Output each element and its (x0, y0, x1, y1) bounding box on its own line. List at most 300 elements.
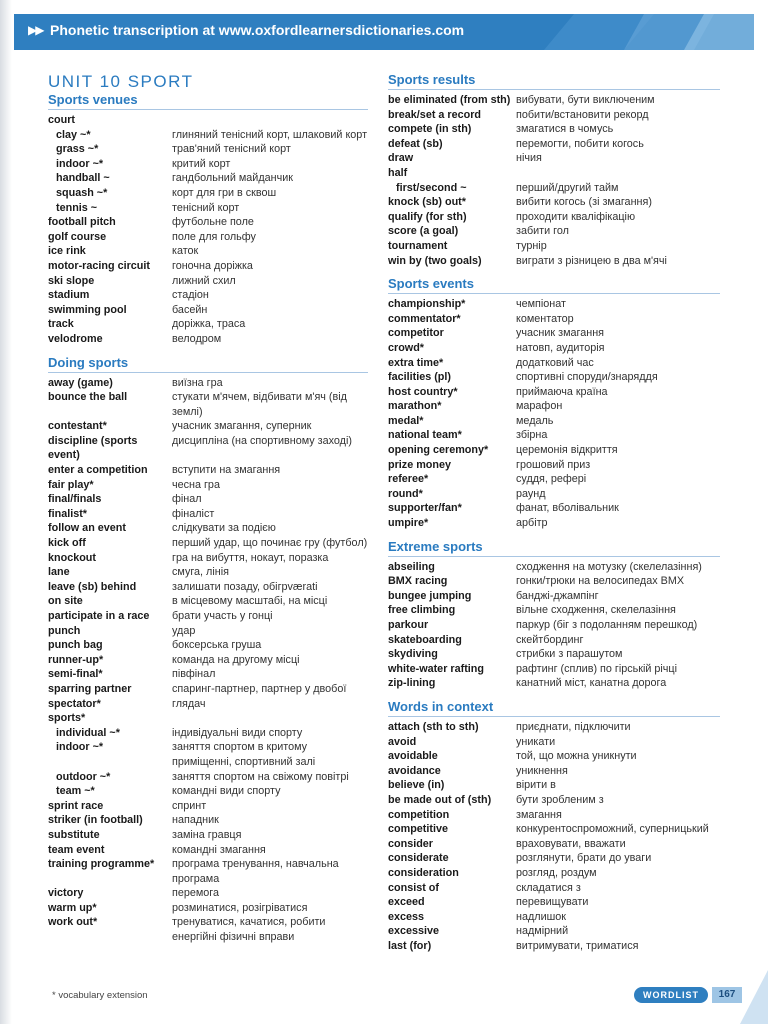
vocab-translation: трав'яний тенісний корт (172, 143, 291, 156)
vocab-translation: індивідуальні види спорту (172, 726, 303, 739)
vocab-translation: критий корт (172, 157, 231, 170)
vocab-entry (388, 122, 720, 137)
vocab-translation: заняття спортом в критому приміщенні, спортивний залі (172, 741, 316, 768)
vocab-entry (48, 157, 368, 172)
page-number: 167 (712, 987, 742, 1003)
vocab-entry (48, 230, 368, 245)
vocab-term: championship* (388, 298, 466, 311)
vocab-translation: поле для гольфу (172, 230, 256, 243)
vocab-term: enter a competition (48, 464, 148, 477)
vocab-translation: фанат, вболівальник (516, 502, 619, 515)
vocab-translation: проходити кваліфікацію (516, 210, 636, 223)
vocab-entry (48, 186, 368, 201)
vocab-entry (388, 633, 720, 648)
vocab-entry (48, 726, 368, 741)
vocab-entry (48, 813, 368, 828)
vocab-translation: розминатися, розігріватися (172, 901, 308, 914)
vocab-term: striker (in football) (48, 814, 143, 827)
vocab-entry (48, 113, 368, 128)
vocab-translation: фіналіст (172, 507, 215, 520)
vocab-term: commentator* (388, 312, 461, 325)
vocab-entry (48, 390, 368, 419)
vocab-entry (48, 609, 368, 624)
vocab-translation: гра на вибуття, нокаут, поразка (172, 551, 329, 564)
double-arrow-icon: ▶▶ (28, 23, 43, 37)
vocab-term: attach (sth to sth) (388, 720, 479, 733)
vocab-term: semi-final* (48, 668, 103, 681)
vocab-translation: спаринг-партнер, партнер у двобої (172, 682, 347, 695)
vocab-entry (388, 764, 720, 779)
vocab-entry (48, 843, 368, 858)
vocab-entry (388, 720, 720, 735)
vocab-term: skateboarding (388, 633, 462, 646)
vocab-entry (388, 793, 720, 808)
vocab-entry (388, 808, 720, 823)
vocab-term: marathon* (388, 400, 442, 413)
vocab-term: national team* (388, 429, 462, 442)
vocab-translation: той, що можна уникнути (516, 750, 637, 763)
vocab-entry (388, 560, 720, 575)
vocab-term: avoidable (388, 750, 438, 763)
vocab-term: court (48, 114, 75, 126)
vocab-entry (48, 915, 368, 944)
vocab-term: runner-up* (48, 653, 104, 666)
vocab-term: team ~* (56, 785, 95, 798)
vocab-term: swimming pool (48, 303, 127, 316)
vocab-term: consider (388, 837, 434, 850)
vocab-term: indoor ~* (56, 157, 104, 170)
vocab-term: spectator* (48, 697, 101, 710)
vocab-term: free climbing (388, 604, 456, 617)
vocab-term: track (48, 318, 74, 331)
vocab-entry (388, 662, 720, 677)
vocab-term: clay ~* (56, 128, 91, 141)
vocab-term: team event (48, 843, 105, 856)
vocab-entry (48, 274, 368, 289)
vocab-entry (388, 647, 720, 662)
vocab-translation: перемога (172, 887, 219, 900)
vocab-entry (388, 516, 720, 531)
vocab-entry (388, 428, 720, 443)
vocab-term: avoidance (388, 764, 441, 777)
vocab-translation: перший/другий тайм (516, 181, 619, 194)
vocab-entry (388, 778, 720, 793)
vocab-translation: чемпіонат (516, 298, 566, 311)
section-gap (48, 347, 368, 355)
vocab-translation: тенісний корт (172, 201, 240, 214)
vocab-entry (388, 195, 720, 210)
vocab-translation: слідкувати за подією (172, 522, 276, 535)
vocab-translation: змагатися в чомусь (516, 123, 614, 136)
vocab-translation: спортивні споруди/знаряддя (516, 371, 658, 384)
vocab-translation (172, 711, 368, 726)
vocab-entry (388, 618, 720, 633)
vocab-translation (516, 166, 720, 181)
vocab-term: work out* (48, 916, 98, 929)
vocab-term: follow an event (48, 522, 126, 535)
vocab-translation: забити гол (516, 225, 569, 238)
vocab-translation: корт для гри в сквош (172, 186, 277, 199)
vocab-entry (48, 128, 368, 143)
vocab-term: indoor ~* (56, 741, 104, 754)
vocab-entry (388, 589, 720, 604)
vocab-entry (48, 376, 368, 391)
vocab-entry (388, 603, 720, 618)
vocab-term: outdoor ~* (56, 770, 111, 783)
vocab-translation: суддя, рефері (516, 473, 587, 486)
vocab-translation: враховувати, вважати (516, 837, 626, 850)
vocab-entry (388, 472, 720, 487)
vocab-translation: виграти з різницею в два м'ячі (516, 254, 667, 267)
vocab-term: qualify (for sth) (388, 210, 467, 223)
vocab-entry (48, 828, 368, 843)
vocab-entry (388, 414, 720, 429)
vocab-entry (48, 303, 368, 318)
vocab-entry (48, 492, 368, 507)
vocab-translation: паркур (біг з подоланням перешкод) (516, 619, 698, 631)
vocab-translation: приймаюча країна (516, 385, 608, 398)
vocab-entry (48, 682, 368, 697)
vocab-term: sparring partner (48, 682, 132, 695)
vocab-translation: надлишок (516, 910, 566, 923)
vocab-entry (388, 93, 720, 108)
vocab-term: fair play* (48, 478, 94, 491)
vocab-translation: турнір (516, 239, 547, 252)
vocab-entry (48, 697, 368, 712)
vocab-entry (48, 463, 368, 478)
vocab-translation: арбітр (516, 517, 548, 530)
vocab-entry (48, 594, 368, 609)
vocab-entry (48, 799, 368, 814)
vocab-translation: гонки/трюки на велосипедах BMX (516, 575, 685, 588)
vocab-term: parkour (388, 619, 429, 631)
vocab-entry (48, 638, 368, 653)
vocab-term: bungee jumping (388, 589, 472, 602)
vocab-translation: футбольне поле (172, 216, 254, 229)
vocab-translation: канатний міст, канатна дорога (516, 677, 667, 690)
vocab-term: BMX racing (388, 575, 448, 588)
vocab-entry (48, 215, 368, 230)
vocab-entry (48, 886, 368, 901)
vocab-translation: смуга, лінія (172, 566, 229, 579)
footnote: * vocabulary extension (52, 990, 148, 1001)
section-gap (388, 531, 720, 539)
vocab-entry (388, 924, 720, 939)
vocab-translation: нападник (172, 814, 219, 827)
vocab-term: extra time* (388, 356, 444, 369)
vocab-entry (388, 254, 720, 269)
section-title: Sports results (388, 72, 720, 90)
vocab-entry (48, 740, 368, 769)
vocab-term: last (for) (388, 939, 432, 952)
vocab-translation: чесна гра (172, 478, 220, 491)
vocab-translation: глядач (172, 697, 206, 710)
header-banner (14, 14, 754, 50)
vocab-term: knock (sb) out* (388, 196, 466, 209)
vocab-translation: велодром (172, 332, 222, 345)
section-gap (388, 268, 720, 276)
vocab-term: host country* (388, 385, 458, 398)
vocab-entry (388, 837, 720, 852)
vocab-translation: розгляд, роздум (516, 866, 597, 879)
vocab-term: bounce the ball (48, 391, 128, 404)
vocab-term: training programme* (48, 858, 155, 871)
vocab-term: on site (48, 595, 83, 608)
vocab-term: sports* (48, 712, 86, 725)
vocab-term: velodrome (48, 332, 103, 345)
vocab-term: considerate (388, 852, 449, 865)
vocab-term: victory (48, 887, 84, 900)
vocab-term: final/finals (48, 493, 102, 506)
vocab-translation: вибувати, бути виключеним (516, 94, 655, 106)
vocab-translation: стрибки з парашутом (516, 648, 623, 661)
vocab-term: motor-racing circuit (48, 259, 150, 272)
vocab-translation: вступити на змагання (172, 464, 281, 477)
vocab-term: draw (388, 152, 414, 165)
vocab-entry (388, 851, 720, 866)
vocab-translation: виїзна гра (172, 376, 223, 389)
vocab-translation: командні змагання (172, 843, 266, 856)
vocab-translation: гандбольний майданчик (172, 172, 293, 185)
vocab-translation: басейн (172, 303, 208, 316)
vocab-entry (48, 317, 368, 332)
vocab-translation: уникнення (516, 764, 568, 777)
section-title: Extreme sports (388, 539, 720, 557)
vocab-translation: натовп, аудиторія (516, 341, 605, 354)
vocab-term: exceed (388, 896, 425, 909)
vocab-translation: каток (172, 245, 199, 258)
vocab-entry (48, 507, 368, 522)
vocab-entry (388, 881, 720, 896)
vocab-term: football pitch (48, 216, 116, 229)
vocab-entry (48, 478, 368, 493)
vocab-term: zip-lining (388, 677, 436, 690)
vocab-entry (388, 312, 720, 327)
vocab-term: opening ceremony* (388, 444, 489, 457)
vocab-translation: брати участь у гонці (172, 610, 273, 622)
vocab-term: sprint race (48, 799, 104, 812)
vocab-translation: вибити когось (зі змагання) (516, 196, 652, 209)
vocab-translation: заняття спортом на свіжому повітрі (172, 770, 349, 783)
vocab-entry (388, 166, 720, 181)
vocab-entry (48, 857, 368, 886)
vocab-term: competitive (388, 823, 448, 836)
corner-decoration (740, 970, 768, 1024)
vocab-entry (48, 580, 368, 595)
vocab-entry (48, 667, 368, 682)
vocab-translation: боксерська груша (172, 639, 262, 652)
vocab-term: contestant* (48, 420, 107, 433)
vocab-term: away (game) (48, 376, 113, 389)
vocab-entry (388, 676, 720, 691)
vocab-entry (388, 574, 720, 589)
vocab-term: participate in a race (48, 610, 150, 622)
vocab-entry (48, 244, 368, 259)
vocab-translation: тренуватися, качатися, робити енергійні фізичні вправи (172, 916, 326, 944)
vocab-entry (48, 201, 368, 216)
vocab-translation: складатися з (516, 881, 581, 894)
vocab-translation: доріжка, траса (172, 318, 246, 331)
vocab-term: competition (388, 808, 450, 821)
vocab-translation: приєднати, підключити (516, 720, 631, 733)
vocab-translation: коментатор (516, 312, 574, 325)
vocab-entry (388, 210, 720, 225)
vocab-entry (48, 434, 368, 463)
vocab-entry (388, 487, 720, 502)
vocab-term: tournament (388, 239, 448, 252)
vocab-translation: стукати м'ячем, відбивати м'яч (від землі) (172, 391, 347, 418)
vocab-term: discipline (sports event) (48, 434, 138, 462)
vocab-term: handball ~ (56, 172, 110, 185)
vocab-entry (388, 224, 720, 239)
vocab-translation: побити/встановити рекорд (516, 108, 649, 121)
vocab-term: punch (48, 624, 81, 637)
vocab-translation: фінал (172, 493, 202, 506)
vocab-term: knockout (48, 551, 96, 564)
vocab-term: golf course (48, 230, 107, 243)
vocab-entry (388, 749, 720, 764)
vocab-term: first/second ~ (396, 181, 467, 194)
vocab-translation: вільне сходження, скелелазіння (516, 604, 676, 617)
vocab-translation: скейтбординг (516, 633, 584, 646)
vocab-translation: вірити в (516, 779, 556, 792)
vocab-term: prize money (388, 458, 451, 471)
vocab-translation: удар (172, 624, 196, 637)
section-title: Sports events (388, 276, 720, 294)
vocab-entry (48, 536, 368, 551)
vocab-term: abseiling (388, 560, 435, 573)
vocab-translation: змагання (516, 808, 562, 821)
vocab-translation: стадіон (172, 289, 209, 302)
vocab-entry (48, 770, 368, 785)
vocab-translation: учасник змагання, суперник (172, 420, 312, 433)
vocab-entry (48, 565, 368, 580)
vocab-translation: раунд (516, 487, 546, 500)
wordlist-badge: WORDLIST (634, 987, 708, 1003)
vocab-term: excess (388, 910, 425, 923)
vocab-entry (388, 356, 720, 371)
vocab-term: kick off (48, 537, 86, 550)
vocab-translation: медаль (516, 414, 554, 427)
vocab-entry (388, 370, 720, 385)
vocab-translation: перемогти, побити когось (516, 137, 644, 150)
vocab-term: compete (in sth) (388, 123, 472, 136)
vocab-translation: розглянути, брати до уваги (516, 852, 652, 865)
vocab-term: excessive (388, 925, 440, 938)
vocab-entry (388, 443, 720, 458)
section-title: Words in context (388, 699, 720, 717)
vocab-entry (388, 326, 720, 341)
vocab-term: punch bag (48, 639, 103, 652)
vocab-term: consideration (388, 866, 459, 879)
vocab-translation: додатковий час (516, 356, 594, 369)
vocab-translation: грошовий приз (516, 458, 591, 471)
vocab-translation: перший удар, що починає гру (футбол) (172, 537, 368, 550)
vocab-translation: перевищувати (516, 896, 589, 909)
vocab-entry (388, 181, 720, 196)
vocab-entry (388, 501, 720, 516)
vocab-translation: церемонія відкриття (516, 444, 618, 457)
vocab-entry (388, 297, 720, 312)
vocab-term: leave (sb) behind (48, 580, 137, 593)
vocab-entry (388, 341, 720, 356)
vocab-term: win by (two goals) (388, 254, 482, 267)
vocab-entry (388, 385, 720, 400)
vocab-translation: півфінал (172, 668, 216, 681)
vocab-translation: надмірний (516, 925, 569, 938)
vocab-entry (388, 108, 720, 123)
vocab-translation: командні види спорту (172, 785, 281, 798)
vocab-term: stadium (48, 289, 90, 302)
vocab-translation: нічия (516, 152, 542, 165)
vocab-term: crowd* (388, 341, 424, 354)
vocab-translation: гоночна доріжка (172, 259, 253, 272)
vocab-translation: бути зробленим з (516, 793, 604, 806)
vocab-term: consist of (388, 881, 439, 894)
vocab-translation: команда на другому місці (172, 653, 300, 666)
vocab-translation: уникати (516, 735, 556, 748)
vocab-translation: глиняний тенісний корт, шлаковий корт (172, 128, 368, 141)
vocab-term: defeat (sb) (388, 137, 443, 150)
vocab-term: half (388, 166, 408, 179)
vocab-translation: витримувати, триматися (516, 939, 639, 952)
vocab-entry (48, 142, 368, 157)
vocab-translation: заміна гравця (172, 828, 242, 841)
section-title: Doing sports (48, 355, 368, 373)
vocab-translation: збірна (516, 429, 548, 442)
vocab-term: medal* (388, 414, 424, 427)
vocab-term: believe (in) (388, 779, 445, 792)
vocab-entry (48, 259, 368, 274)
vocab-entry (388, 239, 720, 254)
section-gap (388, 691, 720, 699)
vocab-entry (388, 735, 720, 750)
section-title: Sports venues (48, 92, 368, 110)
vocab-term: facilities (pl) (388, 371, 451, 384)
vocab-entry (48, 551, 368, 566)
vocab-translation: лижний схил (172, 274, 236, 287)
vocab-entry (48, 901, 368, 916)
vocab-term: ski slope (48, 274, 95, 287)
vocab-translation: учасник змагання (516, 327, 604, 340)
vocab-term: squash ~* (56, 186, 108, 199)
vocab-term: lane (48, 566, 70, 579)
vocab-entry (388, 137, 720, 152)
left-column (48, 72, 368, 945)
vocab-entry (388, 399, 720, 414)
vocab-term: break/set a record (388, 108, 482, 121)
vocab-term: competitor (388, 327, 444, 340)
vocab-entry (48, 624, 368, 639)
page-edge (0, 0, 12, 1024)
vocab-term: warm up* (48, 901, 97, 914)
vocab-entry (48, 332, 368, 347)
vocab-translation: в місцевому масштабі, на місці (172, 595, 328, 608)
vocab-term: grass ~* (56, 143, 99, 156)
vocab-term: ice rink (48, 245, 86, 258)
vocab-term: individual ~* (56, 726, 120, 739)
vocab-entry (48, 711, 368, 726)
vocab-translation: банджі-джампінг (516, 589, 599, 602)
vocab-term: tennis ~ (56, 201, 98, 214)
right-column (388, 72, 720, 953)
vocab-translation: дисципліна (на спортивному заході) (172, 434, 352, 447)
vocab-entry (388, 866, 720, 881)
vocab-translation: залишати позаду, обігрværati (172, 580, 318, 593)
vocab-term: finalist* (48, 507, 87, 520)
vocab-entry (388, 458, 720, 473)
vocab-term: round* (388, 487, 423, 500)
